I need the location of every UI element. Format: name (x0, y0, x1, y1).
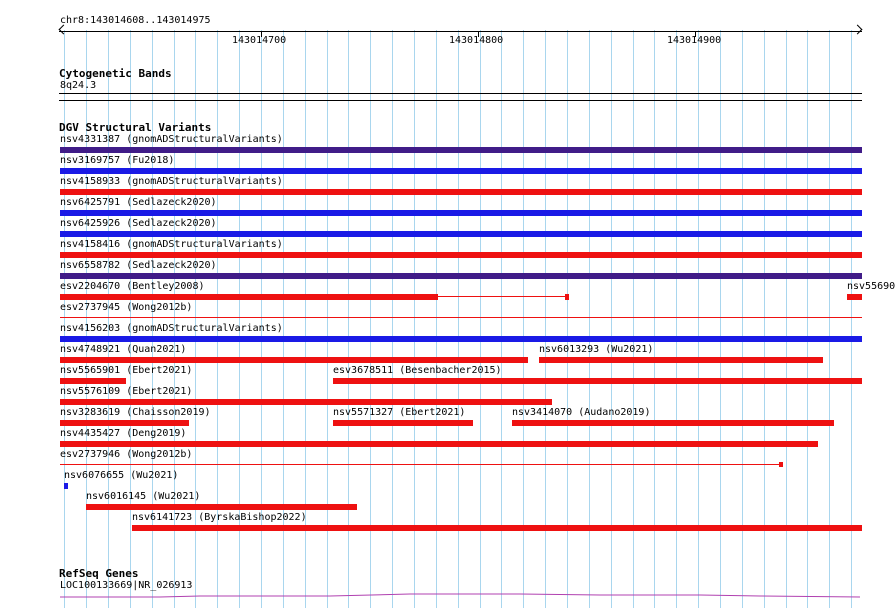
locus-label: chr8:143014608..143014975 (60, 15, 211, 26)
grid-line (764, 30, 765, 608)
grid-line (545, 30, 546, 608)
grid-line (523, 30, 524, 608)
scroll-right-arrow-icon[interactable] (853, 25, 863, 35)
ruler-tick-label: 143014900 (667, 35, 722, 46)
dgv-track-title[interactable]: DGV Structural Variants (59, 121, 212, 134)
track-divider (59, 100, 862, 101)
dgv-feature-label[interactable]: nsv4748921 (Quan2021) (60, 344, 187, 355)
dgv-feature-block[interactable] (565, 294, 569, 300)
grid-line (786, 30, 787, 608)
dgv-feature-block[interactable] (779, 462, 783, 467)
grid-line (742, 30, 743, 608)
ruler-tick-label: 143014800 (449, 35, 504, 46)
grid-line (108, 30, 109, 608)
dgv-feature-label[interactable]: nsv6425926 (Sedlazeck2020) (60, 218, 217, 229)
dgv-feature-bar[interactable] (512, 420, 834, 426)
grid-line (851, 30, 852, 608)
dgv-feature-bar[interactable] (60, 357, 528, 363)
grid-line (64, 30, 65, 608)
dgv-feature-label[interactable]: nsv4435427 (Deng2019) (60, 428, 187, 439)
grid-line (414, 30, 415, 608)
dgv-feature-bar[interactable] (60, 273, 862, 279)
dgv-feature-label[interactable]: nsv4331387 (gnomADStructuralVariants) (60, 134, 283, 145)
dgv-feature-bar[interactable] (60, 441, 818, 447)
dgv-feature-label[interactable]: nsv4158933 (gnomADStructuralVariants) (60, 176, 283, 187)
dgv-feature-label[interactable]: nsv6016145 (Wu2021) (86, 491, 201, 502)
dgv-feature-bar[interactable] (60, 252, 862, 258)
dgv-feature-bar[interactable] (60, 420, 189, 426)
dgv-feature-label[interactable]: nsv6141723 (ByrskaBishop2022) (132, 512, 307, 523)
dgv-feature-bar[interactable] (60, 147, 862, 153)
grid-line (633, 30, 634, 608)
grid-line (370, 30, 371, 608)
dgv-feature-line[interactable] (60, 464, 781, 465)
grid-line (676, 30, 677, 608)
refseq-track-title[interactable]: RefSeq Genes (59, 567, 139, 580)
scroll-left-arrow-icon[interactable] (59, 25, 69, 35)
dgv-feature-line[interactable] (60, 317, 862, 318)
dgv-feature-bar[interactable] (60, 231, 862, 237)
dgv-feature-label[interactable]: nsv4158416 (gnomADStructuralVariants) (60, 239, 283, 250)
dgv-feature-label[interactable]: esv2737946 (Wong2012b) (60, 449, 193, 460)
grid-line (698, 30, 699, 608)
grid-line (130, 30, 131, 608)
dgv-feature-bar[interactable] (60, 168, 862, 174)
dgv-feature-label[interactable]: nsv6425791 (Sedlazeck2020) (60, 197, 217, 208)
grid-line (611, 30, 612, 608)
dgv-feature-bar[interactable] (60, 210, 862, 216)
grid-line (589, 30, 590, 608)
dgv-feature-bar[interactable] (132, 525, 862, 531)
dgv-feature-bar[interactable] (64, 483, 68, 489)
dgv-feature-bar[interactable] (539, 357, 823, 363)
ruler-axis (59, 31, 862, 32)
dgv-feature-label[interactable]: nsv5576109 (Ebert2021) (60, 386, 193, 397)
grid-line (654, 30, 655, 608)
cytoband-label: 8q24.3 (60, 80, 97, 91)
dgv-feature-label[interactable]: nsv55690 (847, 281, 895, 292)
refseq-gene-label[interactable]: LOC100133669|NR_026913 (60, 580, 193, 591)
dgv-feature-label[interactable]: nsv3414070 (Audano2019) (512, 407, 651, 418)
dgv-feature-label[interactable]: esv2737945 (Wong2012b) (60, 302, 193, 313)
dgv-feature-label[interactable]: nsv4156203 (gnomADStructuralVariants) (60, 323, 283, 334)
grid-line (567, 30, 568, 608)
cytoband-track-title[interactable]: Cytogenetic Bands (59, 67, 172, 80)
dgv-feature-label[interactable]: nsv5571327 (Ebert2021) (333, 407, 466, 418)
dgv-feature-bar[interactable] (60, 336, 862, 342)
grid-line (458, 30, 459, 608)
dgv-feature-label[interactable]: nsv6558782 (Sedlazeck2020) (60, 260, 217, 271)
ruler-tick-label: 143014700 (232, 35, 287, 46)
grid-line (720, 30, 721, 608)
grid-line (807, 30, 808, 608)
grid-line (348, 30, 349, 608)
cytoband-band[interactable] (59, 93, 862, 94)
dgv-feature-bar[interactable] (60, 189, 862, 195)
grid-line (86, 30, 87, 608)
dgv-feature-label[interactable]: nsv5565901 (Ebert2021) (60, 365, 193, 376)
grid-line (501, 30, 502, 608)
dgv-feature-bar[interactable] (333, 420, 473, 426)
dgv-feature-bar[interactable] (60, 399, 552, 405)
grid-line (829, 30, 830, 608)
dgv-feature-label[interactable]: esv2204670 (Bentley2008) (60, 281, 205, 292)
dgv-feature-bar[interactable] (847, 294, 862, 300)
grid-line (436, 30, 437, 608)
grid-line (392, 30, 393, 608)
dgv-feature-label[interactable]: nsv3283619 (Chaisson2019) (60, 407, 211, 418)
grid-line (327, 30, 328, 608)
dgv-feature-label[interactable]: esv3678511 (Besenbacher2015) (333, 365, 502, 376)
dgv-feature-block[interactable] (60, 294, 438, 300)
dgv-feature-bar[interactable] (333, 378, 862, 384)
dgv-feature-bar[interactable] (60, 378, 126, 384)
dgv-feature-label[interactable]: nsv6076655 (Wu2021) (64, 470, 179, 481)
dgv-feature-bar[interactable] (86, 504, 357, 510)
grid-line (480, 30, 481, 608)
dgv-feature-label[interactable]: nsv6013293 (Wu2021) (539, 344, 654, 355)
dgv-feature-label[interactable]: nsv3169757 (Fu2018) (60, 155, 175, 166)
